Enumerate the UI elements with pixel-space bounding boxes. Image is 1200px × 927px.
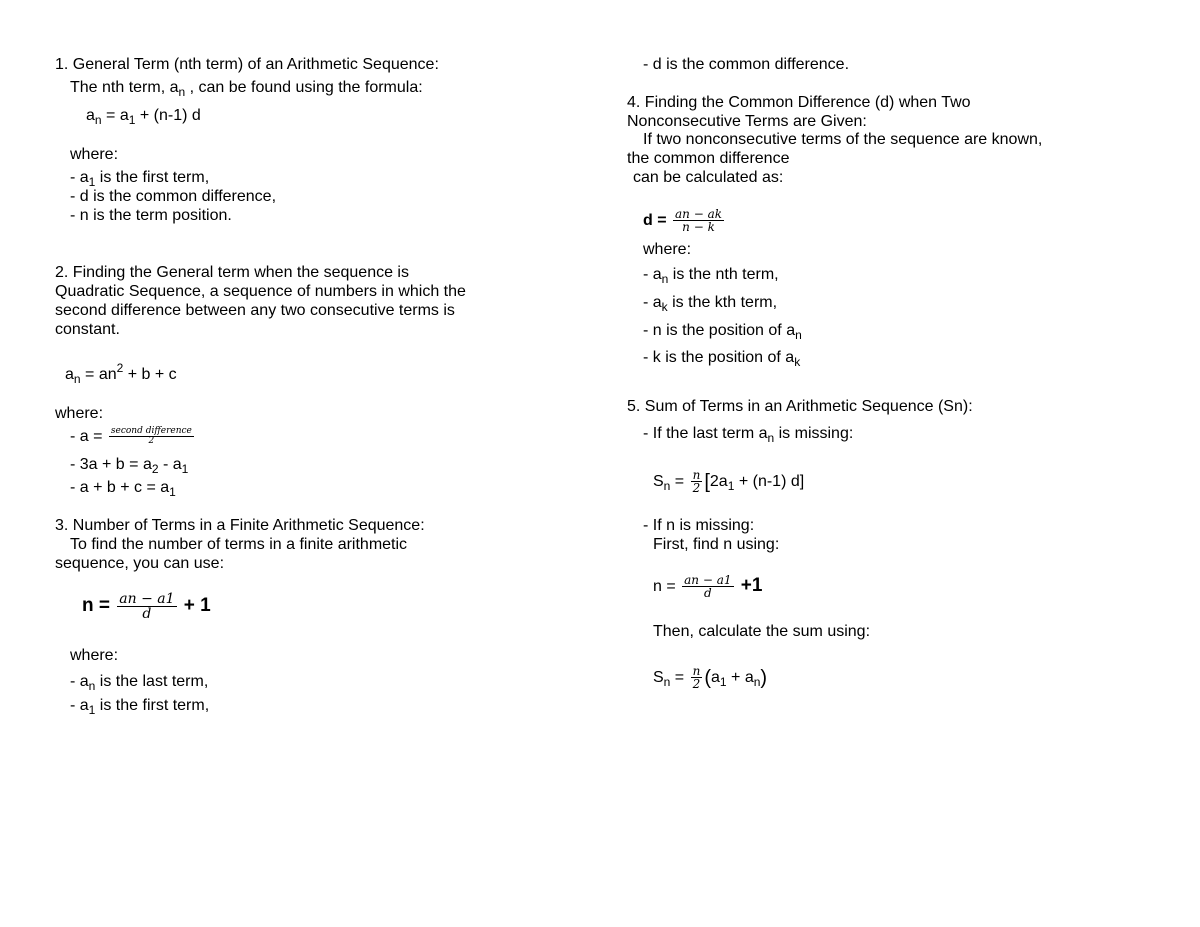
- section-4-line-5: can be calculated as:: [633, 169, 784, 186]
- text: 2a: [709, 473, 728, 490]
- fraction: [109, 427, 194, 447]
- text: is missing:: [774, 425, 854, 442]
- subscript: n: [661, 272, 669, 286]
- formula-sum-1: [653, 466, 804, 498]
- text: d =: [643, 212, 672, 229]
- text: S: [653, 473, 664, 490]
- text: [: [704, 471, 710, 493]
- text: a: [65, 366, 74, 383]
- numerator: second difference: [110, 426, 192, 436]
- text: =: [670, 669, 689, 686]
- text: is the first term,: [95, 169, 210, 186]
- text: + a: [726, 669, 754, 686]
- subscript: 1: [727, 479, 735, 493]
- section-1-intro: [70, 78, 423, 97]
- text: + 1: [178, 595, 211, 616]
- text: - a: [643, 266, 662, 283]
- subscript: 1: [719, 675, 727, 689]
- subscript: n: [88, 679, 96, 693]
- subscript: n: [73, 372, 81, 386]
- section-3-bullet-1: [70, 672, 208, 691]
- numerator: n: [692, 467, 701, 482]
- text: n =: [82, 595, 116, 616]
- section-2-where: where:: [55, 405, 104, 422]
- section-4-bullet-1: [643, 265, 779, 284]
- subscript: 1: [88, 175, 96, 189]
- text: is the first term,: [95, 697, 210, 714]
- text: - a =: [70, 428, 107, 446]
- section-4-where: where:: [643, 241, 692, 258]
- fraction: [691, 665, 703, 691]
- text: ): [760, 667, 768, 689]
- formula-number-of-terms: [82, 590, 211, 623]
- section-5-case-2-step: First, find n using:: [653, 536, 780, 553]
- text: + (n-1) d]: [734, 473, 805, 490]
- section-3-title: 3. Number of Terms in a Finite Arithmetic Sequence:: [55, 517, 425, 534]
- denominator: n − k: [682, 220, 715, 235]
- text: is the kth term,: [667, 294, 778, 311]
- subscript: n: [94, 113, 102, 127]
- fraction: [117, 592, 176, 622]
- text: , can be found using the formula:: [185, 79, 423, 96]
- subscript: n: [663, 479, 671, 493]
- subscript: n: [767, 431, 775, 445]
- section-2-line-4: constant.: [55, 321, 120, 338]
- text: =: [670, 473, 689, 490]
- section-3-bullet-2: [70, 696, 209, 715]
- section-3-line-1: To find the number of terms in a finite arithmetic: [70, 536, 408, 553]
- fraction: [691, 469, 703, 495]
- text: - 3a + b = a: [70, 456, 152, 473]
- formula-nth-term: [86, 106, 201, 125]
- text: n =: [653, 578, 681, 595]
- section-1-continued: - d is the common difference.: [643, 56, 850, 73]
- text: is the nth term,: [668, 266, 779, 283]
- text: + (n-1) d: [135, 107, 201, 124]
- text: + b + c: [123, 366, 177, 383]
- denominator: d: [703, 586, 712, 601]
- section-4-line-3: If two nonconsecutive terms of the sequence are known,: [643, 131, 1043, 148]
- subscript: 1: [169, 485, 176, 499]
- subscript: 1: [181, 462, 189, 476]
- section-4-line-2: Nonconsecutive Terms are Given:: [627, 113, 867, 130]
- text: S: [653, 669, 664, 686]
- section-5-title: 5. Sum of Terms in an Arithmetic Sequence (Sn):: [627, 398, 973, 415]
- subscript: n: [178, 85, 186, 99]
- numerator: n: [692, 663, 701, 678]
- section-1-bullet-1: [70, 168, 209, 187]
- subscript: 2: [151, 462, 159, 476]
- formula-quadratic: [65, 361, 177, 386]
- text: - a: [70, 697, 89, 714]
- section-2-line-1: 2. Finding the General term when the sequence is: [55, 264, 409, 281]
- text: - n is the position of a: [643, 322, 796, 339]
- section-2-where-c: [70, 478, 176, 497]
- denominator: d: [142, 606, 152, 623]
- text: - k is the position of a: [643, 349, 795, 366]
- subscript: n: [753, 675, 761, 689]
- text: is the last term,: [95, 673, 209, 690]
- fraction: [673, 208, 724, 234]
- text: a: [711, 669, 720, 686]
- formula-find-n: [653, 570, 762, 603]
- section-4-bullet-4: [643, 348, 800, 367]
- section-3-where: where:: [70, 647, 119, 664]
- section-2-where-a: [70, 427, 196, 447]
- section-2-line-2: Quadratic Sequence, a sequence of numbers in which the: [55, 283, 466, 300]
- section-4-bullet-3: [643, 321, 802, 340]
- section-3-line-2: sequence, you can use:: [55, 555, 225, 572]
- text: = an: [80, 366, 117, 383]
- text: - a: [158, 456, 182, 473]
- text: = a: [101, 107, 129, 124]
- formula-common-difference: [643, 203, 726, 239]
- text: The nth term, a: [70, 79, 179, 96]
- text: - a: [70, 169, 89, 186]
- text: - a + b + c = a: [70, 479, 170, 496]
- numerator: an − a1: [119, 590, 175, 607]
- section-4-line-4: the common difference: [627, 150, 790, 167]
- text: +1: [735, 575, 763, 596]
- section-5-case-1: [643, 424, 853, 443]
- subscript: k: [661, 300, 668, 314]
- text: a: [86, 107, 95, 124]
- subscript: 1: [128, 113, 136, 127]
- section-5-case-2: - If n is missing:: [643, 517, 755, 534]
- subscript: k: [794, 355, 801, 369]
- section-1-title: 1. General Term (nth term) of an Arithmetic Sequence:: [55, 56, 439, 73]
- numerator: an − a1: [684, 572, 732, 587]
- section-2-where-b: [70, 455, 188, 474]
- text: (: [704, 667, 711, 689]
- subscript: n: [795, 328, 802, 342]
- superscript: 2: [116, 361, 124, 375]
- denominator: 2: [148, 436, 155, 447]
- formula-sum-2: [653, 662, 767, 694]
- section-5-then: Then, calculate the sum using:: [653, 623, 871, 640]
- subscript: 1: [88, 703, 96, 717]
- section-2-line-3: second difference between any two consecutive terms is: [55, 302, 455, 319]
- section-1-bullet-3: - n is the term position.: [70, 207, 232, 224]
- denominator: 2: [692, 677, 701, 692]
- section-1-bullet-2: - d is the common difference,: [70, 188, 277, 205]
- text: - a: [643, 294, 662, 311]
- fraction: [682, 574, 733, 600]
- text: - a: [70, 673, 89, 690]
- section-4-line-1: 4. Finding the Common Difference (d) when Two: [627, 94, 971, 111]
- subscript: n: [663, 675, 671, 689]
- text: - If the last term a: [643, 425, 768, 442]
- denominator: 2: [692, 481, 701, 496]
- section-4-bullet-2: [643, 293, 777, 312]
- numerator: an − ak: [675, 206, 723, 221]
- section-1-where: where:: [70, 146, 119, 163]
